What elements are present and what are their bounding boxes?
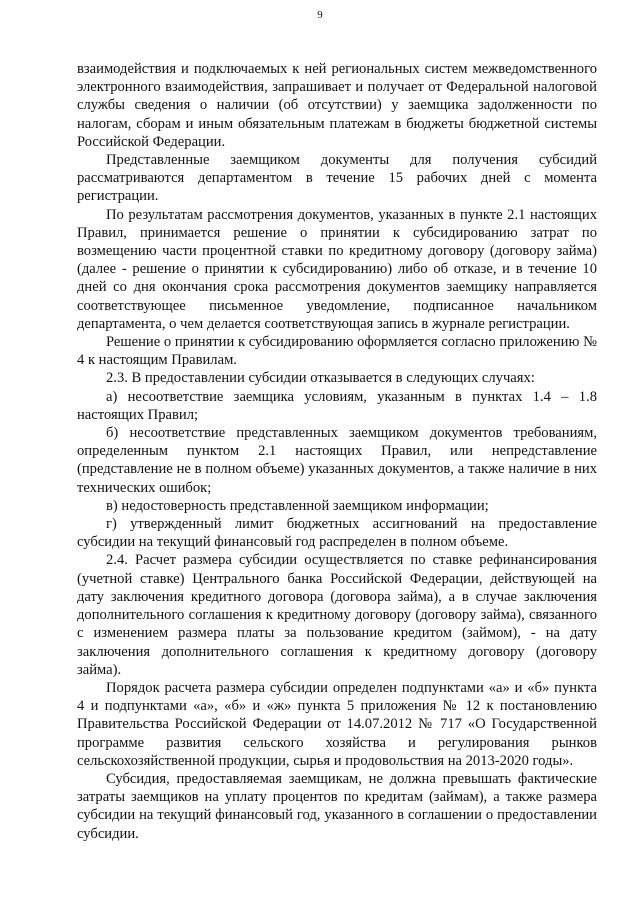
paragraph: 2.3. В предоставлении субсидии отказывается в следующих случаях:: [106, 370, 535, 387]
paragraph: г) утвержденный лимит бюджетных ассигнований на предоставление субсидии на текущий финансовый год распределен в полном объеме.: [77, 516, 597, 551]
paragraph: Представленные заемщиком документы для получения субсидий рассматриваются департаментом в течение 15 рабочих дней с момента регистрации.: [77, 152, 597, 205]
paragraph: а) несоответствие заемщика условиям, указанным в пунктах 1.4 – 1.8 настоящих Правил;: [77, 388, 597, 423]
document-body: [77, 60, 597, 843]
paragraph: Субсидия, предоставляемая заемщикам, не должна превышать фактические затраты заемщиков на уплату процентов по кредитам (займам), а также размера субсидии на текущий финансовый год, указанного в соглашении о предоставлении субсидии.: [77, 770, 597, 842]
paragraph: взаимодействия и подключаемых к ней региональных систем межведомственного электронного взаимодействия, запрашивает и получает от Федеральной налоговой службы сведения о наличии (об отсутствии) у заемщика задолженности по налогам, сборам и иным обязательным платежам в бюджеты бюджетной системы Российской Федерации.: [77, 61, 597, 150]
paragraph: 2.4. Расчет размера субсидии осуществляется по ставке рефинансирования (учетной ставке) Центрального банка Российской Федерации, действующей на дату заключения кредитного договора (договора займа), а в случае заключения дополнительного соглашения к кредитному договору (договору займа), связанного с изменением размера платы за пользование кредитом (займом), - на дату заключения дополнительного соглашения к кредитному договору (договору займа).: [77, 552, 597, 678]
paragraph: По результатам рассмотрения документов, указанных в пункте 2.1 настоящих Правил, принимается решение о принятии к субсидированию затрат по возмещению части процентной ставки по кредитному договору (договору займа) (далее - решение о принятии к субсидированию) либо об отказе, и в течение 10 дней со дня окончания срока рассмотрения документов заемщику направляется соответствующее письменное уведомление, подписанное начальником департамента, о чем делается соответствующая запись в журнале регистрации.: [77, 206, 597, 332]
paragraph: в) недостоверность представленной заемщиком информации;: [106, 497, 489, 514]
paragraph: Решение о принятии к субсидированию оформляется согласно приложению № 4 к настоящим Правилам.: [77, 334, 597, 369]
paragraph: Порядок расчета размера субсидии определен подпунктами «а» и «б» пункта 4 и подпунктами «а», «б» и «ж» пункта 5 приложения № 12 к постановлению Правительства Российской Федерации от 14.07.2012 № 717 «О Государственной программе развития сельского хозяйства и регулирования рынков сельскохозяйственной продукции, сырья и продовольствия на 2013-2020 годы».: [77, 679, 597, 769]
page-number: 9: [317, 9, 323, 21]
paragraph: б) несоответствие представленных заемщиком документов требованиям, определенным пунктом 2.1 настоящих Правил, или непредставление (представление не в полном объеме) указанных документов, а также наличие в них технических ошибок;: [77, 425, 597, 496]
